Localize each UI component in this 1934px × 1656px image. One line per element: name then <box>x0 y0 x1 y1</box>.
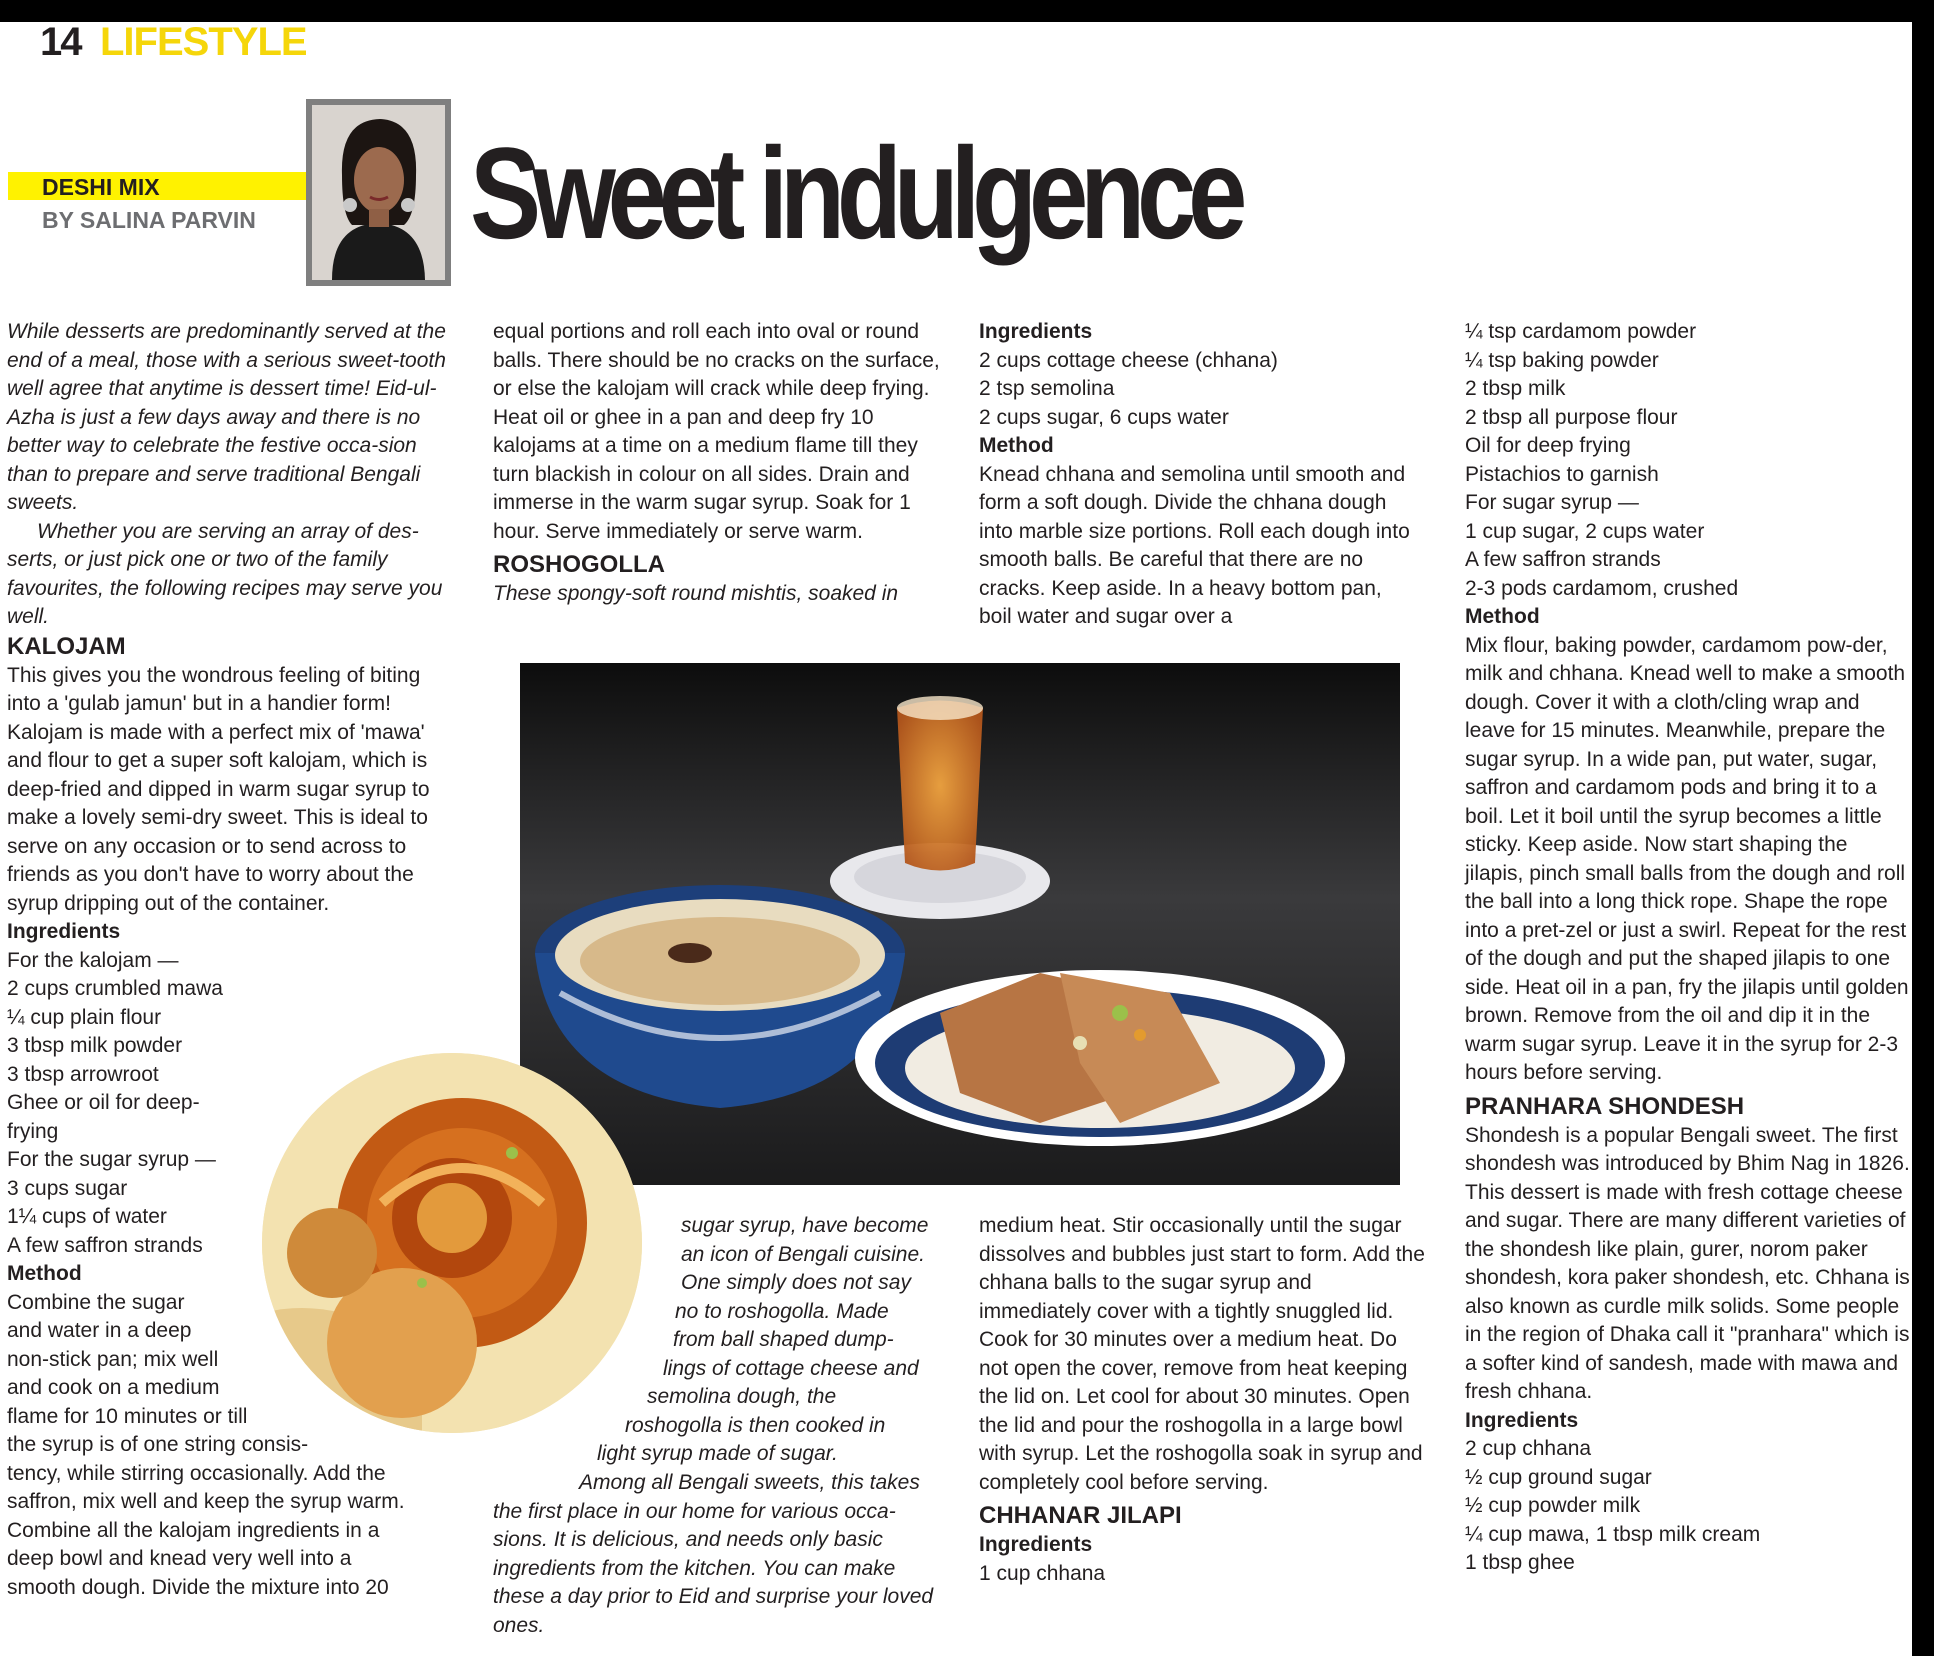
intro-line: roshogolla is then cooked in <box>625 1413 886 1437</box>
list-item: For the sugar syrup — <box>7 1148 216 1171</box>
list-item: For the kalojam — <box>7 948 179 972</box>
kalojam-description: This gives you the wondrous feeling of biting into a 'gulab jamun' but in a handier form! Kalojam is made with a perfect mix of 'mawa' and flour to get a super soft kalojam, which is deep-fried and dipped in warm sugar syrup to make a lovely semi-dry sweet. This is ideal to serve on any occasion or to send across to friends as you don't have to worry about the syrup dripping out of the container. <box>7 663 430 915</box>
chhanar-jilapi-title: CHHANAR JILAPI <box>979 1502 1182 1529</box>
jilapi-ingredient-first <box>979 1560 1429 1589</box>
kicker: DESHI MIX <box>42 174 160 200</box>
author-photo <box>306 99 451 286</box>
headline: Sweet indulgence <box>470 120 1240 266</box>
list-item: ¼ cup mawa, 1 tbsp milk cream <box>1465 1522 1761 1546</box>
pranhara-ingredients-label: Ingredients <box>1465 1408 1579 1432</box>
intro-line: One simply does not say <box>681 1271 911 1294</box>
kalojam-ingredients-label: Ingredients <box>7 920 121 943</box>
intro-paragraph-2: Whether you are serving an array of des-serts, or just pick one or two of the family favourites, the following recipes may serve you well. <box>7 519 443 628</box>
kalojam-method-label: Method <box>7 1262 82 1285</box>
roshogolla-method-label: Method <box>979 434 1054 457</box>
pranhara-description: Shondesh is a popular Bengali sweet. The first shondesh was introduced by Bhim Nag in 1826. This dessert is made with fresh cottage cheese and sugar. There are many different varieties of the shondesh like plain, gurer, norom paker shondesh, kora paker shondesh, etc. Chhana is also known as curdle milk solids. Some people in the region of Dhaka call it "pranhara" which is a softer kind of sandesh, made with mawa and fresh chhana. <box>1465 1123 1910 1403</box>
method-line: Combine all the kalojam ingredients in a <box>7 1518 380 1542</box>
roshogolla-ingredients <box>979 347 1419 433</box>
intro-paragraph: While desserts are predominantly served at the end of a meal, those with a serious sweet-tooth well agree that anytime is dessert time! Eid-ul-Azha is just a few days away and there is no better way to celebrate the festive occa-sion than to prepare and serve traditional Bengali sweets. <box>7 320 446 514</box>
jilapi-ingredients <box>1465 318 1911 603</box>
intro-line: an icon of Bengali cuisine. <box>681 1242 925 1266</box>
method-line: Combine the sugar <box>7 1290 185 1314</box>
sweets-photo <box>520 663 1400 1185</box>
column-3-bottom <box>979 1212 1429 1588</box>
method-line: the syrup is of one string consis- <box>7 1433 309 1456</box>
list-item: 1 tbsp ghee <box>1465 1551 1575 1574</box>
intro-line: from ball shaped dump- <box>673 1328 894 1351</box>
jilapi-method: Mix flour, baking powder, cardamom pow-der, milk and chhana. Knead well to make a smooth dough. Cover it with a cloth/cling wrap and leave for 15 minutes. Meanwhile, prepare the sugar syrup. In a wide pan, put water, sugar, saffron and cardamom pods and bring it to a boil. Let it boil until the syrup becomes a little sticky. Keep aside. Now start shaping the jilapis, pinch small balls from the dough and roll the ball into a long thick rope. Shape the rope into a pret-zel or just a swirl. Repeat for the rest of the dough and put the shaped jilapis to one side. Heat oil in a pan, fry the jilapis until golden brown. Remove from the oil and dip it in the warm sugar syrup. Leave it in the syrup for 2-3 hours before serving. <box>1465 633 1909 1084</box>
roshogolla-intro-2: Among all Bengali sweets, this takes the first place in our home for various occa-sions. It is delicious, and needs only basic ingredients from the kitchen. You can make these a day prior to Eid and surprise your loved ones. <box>493 1471 934 1637</box>
method-line: flame for 10 minutes or till <box>7 1404 248 1428</box>
roshogolla-method: Knead chhana and semolina until smooth and form a soft dough. Divide the chhana dough into marble size portions. Roll each dough into smooth balls. Be careful that there are no cracks. Keep aside. In a heavy bottom pan, boil water and sugar over a <box>979 462 1410 628</box>
method-line: smooth dough. Divide the mixture into 20 <box>7 1575 389 1599</box>
list-item: 2 cups cottage cheese (chhana) <box>979 348 1278 372</box>
pranhara-title: PRANHARA SHONDESH <box>1465 1092 1745 1120</box>
intro-line: light syrup made of sugar. <box>597 1442 838 1465</box>
jilapi-method-label: Method <box>1465 605 1540 628</box>
roshogolla-ingredients-label: Ingredients <box>979 320 1093 343</box>
column-3-top <box>979 318 1419 632</box>
list-item: ½ cup ground sugar <box>1465 1465 1652 1489</box>
list-item: 2 tbsp all purpose flour <box>1465 405 1678 429</box>
byline: BY SALINA PARVIN <box>42 207 256 233</box>
roshogolla-intro-2-wrap <box>493 1469 943 1640</box>
list-item: 2 cup chhana <box>1465 1437 1592 1460</box>
list-item: ¼ cup plain flour <box>7 1005 162 1029</box>
pranhara-ingredients <box>1465 1435 1911 1578</box>
list-item: A few saffron strands <box>1465 548 1661 571</box>
list-item: 2 cups crumbled mawa <box>7 977 223 1000</box>
column-2-top <box>493 318 943 609</box>
list-item: Oil for deep frying <box>1465 434 1631 457</box>
list-item: 3 cups sugar <box>7 1176 128 1200</box>
list-item: ¼ tsp baking powder <box>1465 348 1659 372</box>
kalojam-method-continued: equal portions and roll each into oval or round balls. There should be no cracks on the surface, or else the kalojam will crack while deep frying. Heat oil or ghee in a pan and deep fry 10 kalojams at a time on a medium flame till they turn blackish in colour on all sides. Drain and immerse in the warm sugar syrup. Soak for 1 hour. Serve immediately or serve warm. <box>493 320 940 543</box>
list-item: 2 tbsp milk <box>1465 377 1566 400</box>
roshogolla-title: ROSHOGOLLA <box>493 551 665 578</box>
list-item: 2 cups sugar, 6 cups water <box>979 405 1229 429</box>
jilapi-ingredients-label: Ingredients <box>979 1533 1093 1556</box>
list-item: 3 tbsp arrowroot <box>7 1062 159 1086</box>
method-line: saffron, mix well and keep the syrup warm. <box>7 1490 405 1513</box>
column-4 <box>1465 318 1911 1578</box>
list-item: ½ cup powder milk <box>1465 1494 1641 1517</box>
method-line: tency, while stirring occasionally. Add the <box>7 1461 386 1485</box>
intro-line: semolina dough, the <box>647 1385 837 1408</box>
top-border <box>0 0 1934 22</box>
list-item: A few saffron strands <box>7 1233 203 1257</box>
list-item: Pistachios to garnish <box>1465 462 1659 486</box>
method-line: and water in a deep <box>7 1319 192 1342</box>
list-item: 2-3 pods cardamom, crushed <box>1465 576 1739 600</box>
list-item: 1 cup chhana <box>979 1561 1106 1585</box>
list-item: 1¼ cups of water <box>7 1205 167 1228</box>
roshogolla-intro-line: These spongy-soft round mishtis, soaked in <box>493 582 899 605</box>
list-item: Ghee or oil for deep- <box>7 1091 200 1114</box>
kalojam-title: KALOJAM <box>7 632 126 660</box>
section-name: LIFESTYLE <box>100 20 307 64</box>
method-line: and cook on a medium <box>7 1376 220 1399</box>
roshogolla-method-continued: medium heat. Stir occasionally until the sugar dissolves and bubbles just start to form. Add the chhana balls to the sugar syrup and immediately cover with a tightly snuggled lid. Cook for 30 minutes over a medium heat. Do not open the cover, remove from heat keeping the lid on. Let cool for about 30 minutes. Open the lid and pour the roshogolla in a large bowl with syrup. Let the roshogolla soak in syrup and completely cool before serving. <box>979 1214 1425 1494</box>
intro-line: no to roshogolla. Made <box>675 1299 889 1323</box>
list-item: For sugar syrup — <box>1465 491 1639 514</box>
list-item: 3 tbsp milk powder <box>7 1034 183 1057</box>
list-item: 2 tsp semolina <box>979 377 1115 400</box>
list-item: 1 cup sugar, 2 cups water <box>1465 519 1705 543</box>
list-item: ¼ tsp cardamom powder <box>1465 320 1697 343</box>
intro-line: sugar syrup, have become <box>681 1214 929 1237</box>
kalojam-photo <box>262 1053 642 1433</box>
intro-line: lings of cottage cheese and <box>663 1356 919 1380</box>
list-item: frying <box>7 1119 59 1143</box>
method-line: non-stick pan; mix well <box>7 1347 219 1371</box>
method-line: deep bowl and knead very well into a <box>7 1547 352 1570</box>
page-number: 14 <box>40 20 81 64</box>
right-border <box>1912 0 1934 1656</box>
